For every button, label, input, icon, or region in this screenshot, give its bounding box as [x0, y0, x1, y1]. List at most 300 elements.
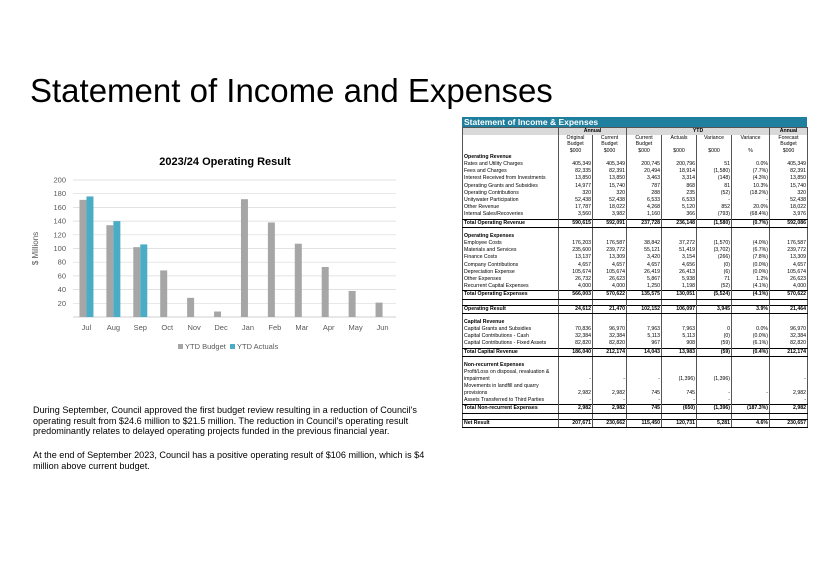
value-cell: 176,203 — [559, 240, 593, 247]
value-cell: 366 — [662, 211, 697, 219]
value-cell: 2,982 — [559, 383, 593, 397]
value-cell: 6,533 — [627, 197, 662, 204]
value-cell: 105,674 — [593, 269, 627, 276]
value-cell: - — [732, 197, 770, 204]
section-heading-row — [463, 319, 808, 326]
bar-ytd-actuals — [140, 244, 147, 317]
value-cell: 15,740 — [770, 183, 808, 190]
value-cell: 239,772 — [593, 247, 627, 254]
value-cell: 18,914 — [662, 168, 697, 175]
column-header-cell: Budget — [593, 141, 627, 147]
row-label: Employee Costs — [464, 240, 502, 247]
row-label: Operating Grants and Subsidies — [464, 182, 538, 189]
value-cell: (4.0%) — [732, 240, 770, 247]
bar-ytd-budget — [214, 312, 221, 317]
value-cell: 13,983 — [662, 348, 697, 356]
table-row — [463, 168, 808, 175]
value-cell: 15,740 — [593, 183, 627, 190]
table-row — [463, 262, 808, 269]
value-cell: 2,982 — [593, 405, 627, 413]
y-tick-label: 100 — [53, 244, 66, 253]
chart-title: 2023/24 Operating Result — [159, 156, 291, 168]
value-cell: 320 — [593, 190, 627, 197]
value-cell: 787 — [627, 183, 662, 190]
value-cell: 82,820 — [559, 340, 593, 348]
value-cell — [732, 369, 770, 383]
column-header-cell: Budget — [559, 141, 593, 147]
value-cell: 967 — [627, 340, 662, 348]
value-cell: 51,419 — [662, 247, 697, 254]
table-row — [463, 276, 808, 283]
row-label: Other Expenses — [464, 276, 502, 283]
section-heading: Capital Revenue — [464, 318, 505, 325]
x-tick-label: Jan — [241, 323, 255, 332]
bar-ytd-budget — [295, 244, 302, 317]
value-cell: 120,731 — [662, 419, 697, 427]
row-label: Profit/Loss on disposal, revaluation & impairment — [464, 369, 550, 383]
column-header-cell: % — [732, 148, 770, 154]
value-cell: - — [697, 383, 732, 397]
bar-ytd-budget — [349, 291, 356, 317]
bar-ytd-budget — [241, 199, 248, 317]
x-tick-label: Feb — [268, 323, 282, 332]
section-heading: Operating Expenses — [464, 232, 515, 239]
value-cell: 212,174 — [770, 348, 808, 356]
y-tick-label: 160 — [53, 202, 66, 212]
value-cell: 320 — [559, 190, 593, 197]
y-tick-label: 80 — [57, 257, 66, 267]
value-cell: 0 — [697, 326, 732, 333]
value-cell: (0.0%) — [732, 333, 770, 340]
value-cell: 4.6% — [732, 419, 770, 427]
value-cell: 82,391 — [593, 168, 627, 175]
value-cell: 908 — [662, 340, 697, 348]
value-cell: 2,982 — [559, 405, 593, 413]
value-cell: - — [697, 197, 732, 204]
value-cell: - — [770, 397, 808, 405]
value-cell: 1,198 — [662, 283, 697, 291]
bar-ytd-actuals — [86, 196, 93, 317]
total-row — [463, 305, 808, 313]
value-cell: 4,657 — [559, 262, 593, 269]
value-cell: 52,438 — [593, 197, 627, 204]
section-heading-row — [463, 233, 808, 240]
value-cell: 26,413 — [662, 269, 697, 276]
value-cell: 1,250 — [627, 283, 662, 291]
value-cell: 13,137 — [559, 254, 593, 261]
total-row — [463, 348, 808, 356]
value-cell: - — [770, 369, 808, 383]
value-cell: 52,438 — [559, 197, 593, 204]
y-tick-label: 140 — [53, 216, 66, 226]
value-cell: (4.1%) — [732, 283, 770, 291]
table-row — [463, 247, 808, 254]
value-cell: 81 — [697, 183, 732, 190]
column-header-cell: Current — [627, 135, 662, 141]
column-header-cell: Budget — [770, 141, 808, 147]
value-cell: 26,419 — [627, 269, 662, 276]
group-header-annual: Annual — [559, 128, 627, 136]
row-label: Net Result — [463, 419, 559, 427]
value-cell: 570,622 — [770, 291, 808, 299]
value-cell: 37,272 — [662, 240, 697, 247]
y-axis-label: $ Millions — [31, 231, 40, 266]
y-tick-label: 20 — [57, 298, 66, 308]
value-cell: 82,820 — [770, 340, 808, 348]
value-cell: 14,043 — [627, 348, 662, 356]
value-cell: 106,097 — [662, 305, 697, 313]
value-cell: 4,657 — [770, 262, 808, 269]
value-cell: 13,850 — [559, 175, 593, 182]
row-label: Other Revenue — [464, 204, 500, 211]
value-cell: (4.3%) — [732, 175, 770, 182]
value-cell: (187.3%) — [732, 405, 770, 413]
commentary-paragraph-1: During September, Council approved the first budget review resulting in a reduction of Council's operating result from $24.6 million to $21.5 million. The reduction in Council's operating result predominantly relates to delayed operating projects funded in the previous financial year. — [33, 405, 417, 437]
value-cell: (6) — [697, 269, 732, 276]
x-tick-label: Oct — [161, 323, 174, 332]
value-cell: 186,040 — [559, 348, 593, 356]
column-header-cell: $000 — [770, 148, 808, 154]
legend-label: YTD Budget — [185, 342, 226, 351]
value-cell: 0.0% — [732, 326, 770, 333]
row-label: Total Operating Expenses — [463, 291, 559, 299]
y-tick-label: 60 — [57, 271, 66, 281]
value-cell: 592,091 — [593, 219, 627, 227]
value-cell: (5,524) — [697, 291, 732, 299]
bar-ytd-budget — [376, 303, 383, 317]
value-cell: (4.1%) — [732, 291, 770, 299]
value-cell: 17,787 — [559, 204, 593, 211]
value-cell: 5,281 — [697, 419, 732, 427]
value-cell: 130,051 — [662, 291, 697, 299]
value-cell: 4,657 — [593, 262, 627, 269]
value-cell: (3,702) — [697, 247, 732, 254]
value-cell: 235 — [662, 190, 697, 197]
value-cell: 566,003 — [559, 291, 593, 299]
section-heading-row — [463, 154, 808, 161]
value-cell: - — [559, 369, 593, 383]
value-cell: 96,970 — [593, 326, 627, 333]
bar-ytd-actuals — [113, 221, 120, 317]
bar-ytd-budget — [187, 298, 194, 317]
row-label: Company Contributions — [464, 261, 519, 268]
y-tick-label: 40 — [57, 285, 66, 295]
total-row — [463, 291, 808, 299]
value-cell: 13,850 — [593, 175, 627, 182]
row-label: Assets Transferred to Third Parties — [464, 397, 545, 404]
section-heading: Non-recurrent Expenses — [464, 361, 525, 368]
x-tick-label: Aug — [106, 323, 121, 332]
row-label: Depreciation Expense — [464, 268, 515, 275]
value-cell: 13,309 — [770, 254, 808, 261]
column-header-cell: Variance — [697, 135, 732, 141]
total-row — [463, 405, 808, 413]
value-cell: 235,600 — [559, 247, 593, 254]
value-cell: (59) — [697, 340, 732, 348]
value-cell: 3,420 — [627, 254, 662, 261]
legend-label: YTD Actuals — [237, 342, 279, 351]
value-cell: 745 — [627, 405, 662, 413]
value-cell: 10.3% — [732, 183, 770, 190]
value-cell: 32,384 — [559, 333, 593, 340]
value-cell: - — [627, 397, 662, 405]
bar-ytd-budget — [133, 247, 140, 317]
value-cell: (1,396) — [697, 405, 732, 413]
row-label: Capital Grants and Subsidies — [464, 326, 532, 333]
bar-ytd-budget — [160, 270, 167, 317]
row-label: Materials and Services — [464, 247, 517, 254]
x-tick-label: May — [348, 323, 363, 332]
value-cell: 405,349 — [593, 161, 627, 168]
value-cell: 96,970 — [770, 326, 808, 333]
operating-result-chart — [28, 168, 408, 358]
column-header-cell: Forecast — [770, 135, 808, 141]
x-tick-label: Mar — [295, 323, 309, 332]
value-cell: 176,587 — [593, 240, 627, 247]
row-label: Operating Contributions — [464, 189, 519, 196]
value-cell: 7,963 — [627, 326, 662, 333]
value-cell: 4,000 — [593, 283, 627, 291]
value-cell: (0) — [697, 262, 732, 269]
row-label: Capital Contributions - Cash — [464, 333, 529, 340]
column-header-cell: Original — [559, 135, 593, 141]
x-tick-label: Dec — [214, 323, 228, 332]
value-cell: (650) — [662, 405, 697, 413]
table-row — [463, 197, 808, 204]
value-cell: 115,450 — [627, 419, 662, 427]
column-header-cell: $000 — [662, 148, 697, 154]
column-header-cell: $000 — [559, 148, 593, 154]
value-cell: 20.0% — [732, 204, 770, 211]
section-heading: Operating Revenue — [464, 153, 512, 160]
value-cell: 230,662 — [593, 419, 627, 427]
value-cell: (18.2%) — [732, 190, 770, 197]
y-tick-label: 120 — [53, 230, 66, 240]
total-row — [463, 219, 808, 227]
x-tick-label: Nov — [187, 323, 201, 332]
value-cell: 212,174 — [593, 348, 627, 356]
value-cell: 82,335 — [559, 168, 593, 175]
value-cell: 4,657 — [627, 262, 662, 269]
table-row — [463, 369, 808, 383]
value-cell: 207,671 — [559, 419, 593, 427]
value-cell: (52) — [697, 283, 732, 291]
value-cell — [732, 397, 770, 405]
value-cell: 32,384 — [593, 333, 627, 340]
row-label: Total Non-recurrent Expenses — [463, 405, 559, 413]
value-cell: - — [732, 383, 770, 397]
legend-swatch — [230, 344, 235, 349]
x-tick-label: Sep — [133, 323, 147, 332]
section-heading-row — [463, 362, 808, 369]
row-label: Movements in landfill and quarry provisions — [464, 383, 539, 397]
row-label: Recurrent Capital Expenses — [464, 283, 529, 290]
value-cell: 5,867 — [627, 276, 662, 283]
x-tick-label: Jul — [81, 323, 92, 332]
value-cell: 26,732 — [559, 276, 593, 283]
table-row — [463, 326, 808, 333]
value-cell: (0.0%) — [732, 269, 770, 276]
value-cell: 200,745 — [627, 161, 662, 168]
value-cell: (0.7%) — [732, 219, 770, 227]
value-cell: 3,976 — [770, 211, 808, 219]
value-cell: 82,391 — [770, 168, 808, 175]
row-label: Finance Costs — [464, 254, 498, 261]
y-tick-label: 200 — [53, 175, 66, 185]
value-cell: - — [559, 397, 593, 405]
value-cell: (52) — [697, 190, 732, 197]
table-row — [463, 254, 808, 261]
value-cell: - — [662, 397, 697, 405]
value-cell: (68.4%) — [732, 211, 770, 219]
value-cell: (1,580) — [697, 219, 732, 227]
group-header-annual-forecast: Annual — [770, 128, 808, 136]
value-cell: (0) — [697, 333, 732, 340]
value-cell: 52,438 — [770, 197, 808, 204]
table-row — [463, 283, 808, 291]
group-header-blank — [463, 128, 559, 136]
row-label: Fees and Charges — [464, 168, 507, 175]
table-row — [463, 183, 808, 190]
column-header-cell: $000 — [627, 148, 662, 154]
value-cell: 4,000 — [559, 283, 593, 291]
row-label: Total Capital Revenue — [463, 348, 559, 356]
row-label: Rates and Utility Charges — [464, 161, 523, 168]
row-label: Total Operating Revenue — [463, 219, 559, 227]
row-label: Capital Contributions - Fixed Assets — [464, 340, 547, 347]
value-cell: 590,615 — [559, 219, 593, 227]
value-cell: 24,612 — [559, 305, 593, 313]
value-cell: (1,580) — [697, 168, 732, 175]
value-cell: 1.2% — [732, 276, 770, 283]
bar-ytd-budget — [106, 225, 113, 317]
value-cell: 320 — [770, 190, 808, 197]
table-row — [463, 383, 808, 397]
value-cell: - — [593, 397, 627, 405]
value-cell: 852 — [697, 204, 732, 211]
value-cell: (266) — [697, 254, 732, 261]
value-cell: 1,160 — [627, 211, 662, 219]
value-cell: 32,384 — [770, 333, 808, 340]
bar-ytd-budget — [322, 267, 329, 317]
value-cell: 745 — [627, 383, 662, 397]
value-cell: 5,113 — [662, 333, 697, 340]
value-cell: 14,977 — [559, 183, 593, 190]
value-cell: 236,148 — [662, 219, 697, 227]
slide-title: Statement of Income and Expenses — [30, 72, 553, 109]
value-cell: 55,121 — [627, 247, 662, 254]
x-tick-label: Jun — [376, 323, 389, 332]
value-cell: 405,349 — [770, 161, 808, 168]
value-cell: (0.4%) — [732, 348, 770, 356]
row-label: Operating Result — [463, 305, 559, 313]
value-cell: (793) — [697, 211, 732, 219]
value-cell: 105,674 — [770, 269, 808, 276]
table-row — [463, 161, 808, 168]
value-cell: 102,152 — [627, 305, 662, 313]
value-cell: 2,982 — [770, 383, 808, 397]
value-cell: 13,309 — [593, 254, 627, 261]
group-header-ytd: YTD — [627, 128, 770, 136]
commentary-paragraph-2: At the end of September 2023, Council has a positive operating result of $106 million, which is $4 million above current budget. — [33, 450, 425, 471]
value-cell: - — [697, 397, 732, 405]
value-cell: 745 — [662, 383, 697, 397]
value-cell: 239,772 — [770, 247, 808, 254]
total-row — [463, 419, 808, 427]
table-row — [463, 204, 808, 211]
value-cell: 6,533 — [662, 197, 697, 204]
table-row — [463, 340, 808, 348]
column-header-cell: Current — [593, 135, 627, 141]
statement-table — [462, 127, 808, 428]
x-tick-label: Apr — [322, 323, 335, 332]
table-title: Statement of Income & Expenses — [462, 117, 807, 127]
row-label: Interest Received from Investments — [464, 175, 546, 182]
value-cell: 21,470 — [593, 305, 627, 313]
value-cell: 4,268 — [627, 204, 662, 211]
row-label: Unitywater Participation — [464, 197, 519, 204]
value-cell: 0.0% — [732, 161, 770, 168]
bar-ytd-budget — [268, 222, 275, 317]
value-cell: 230,657 — [770, 419, 808, 427]
value-cell: 2,982 — [770, 405, 808, 413]
value-cell: - — [593, 369, 627, 383]
income-statement-table — [462, 117, 807, 428]
value-cell: 570,622 — [593, 291, 627, 299]
value-cell: 105,674 — [559, 269, 593, 276]
value-cell: 26,623 — [593, 276, 627, 283]
column-header-cell: $000 — [593, 148, 627, 154]
value-cell: 176,587 — [770, 240, 808, 247]
value-cell: 20,494 — [627, 168, 662, 175]
value-cell: 82,820 — [593, 340, 627, 348]
value-cell: (7.8%) — [732, 254, 770, 261]
value-cell: 135,575 — [627, 291, 662, 299]
legend-swatch — [178, 344, 183, 349]
table-row — [463, 269, 808, 276]
column-header-cell: Actuals — [662, 135, 697, 141]
value-cell: 3,945 — [697, 305, 732, 313]
value-cell: (6.1%) — [732, 340, 770, 348]
table-row — [463, 240, 808, 247]
value-cell: 288 — [627, 190, 662, 197]
value-cell: 2,982 — [593, 383, 627, 397]
value-cell: 5,113 — [627, 333, 662, 340]
value-cell: (148) — [697, 175, 732, 182]
column-header-cell: $000 — [697, 148, 732, 154]
value-cell: (7.7%) — [732, 168, 770, 175]
value-cell: 13,850 — [770, 175, 808, 182]
table-row — [463, 397, 808, 405]
table-row — [463, 190, 808, 197]
value-cell: 5,938 — [662, 276, 697, 283]
value-cell: - — [627, 369, 662, 383]
value-cell: (1,396) — [697, 369, 732, 383]
value-cell: 70,836 — [559, 326, 593, 333]
value-cell: 3,314 — [662, 175, 697, 182]
table-row — [463, 211, 808, 219]
y-tick-label: 180 — [53, 189, 66, 199]
value-cell: 21,464 — [770, 305, 808, 313]
value-cell: 18,022 — [593, 204, 627, 211]
value-cell: 5,120 — [662, 204, 697, 211]
value-cell: (6.7%) — [732, 247, 770, 254]
value-cell: 51 — [697, 161, 732, 168]
table-row — [463, 333, 808, 340]
value-cell: 3.9% — [732, 305, 770, 313]
value-cell: 868 — [662, 183, 697, 190]
value-cell: 4,000 — [770, 283, 808, 291]
